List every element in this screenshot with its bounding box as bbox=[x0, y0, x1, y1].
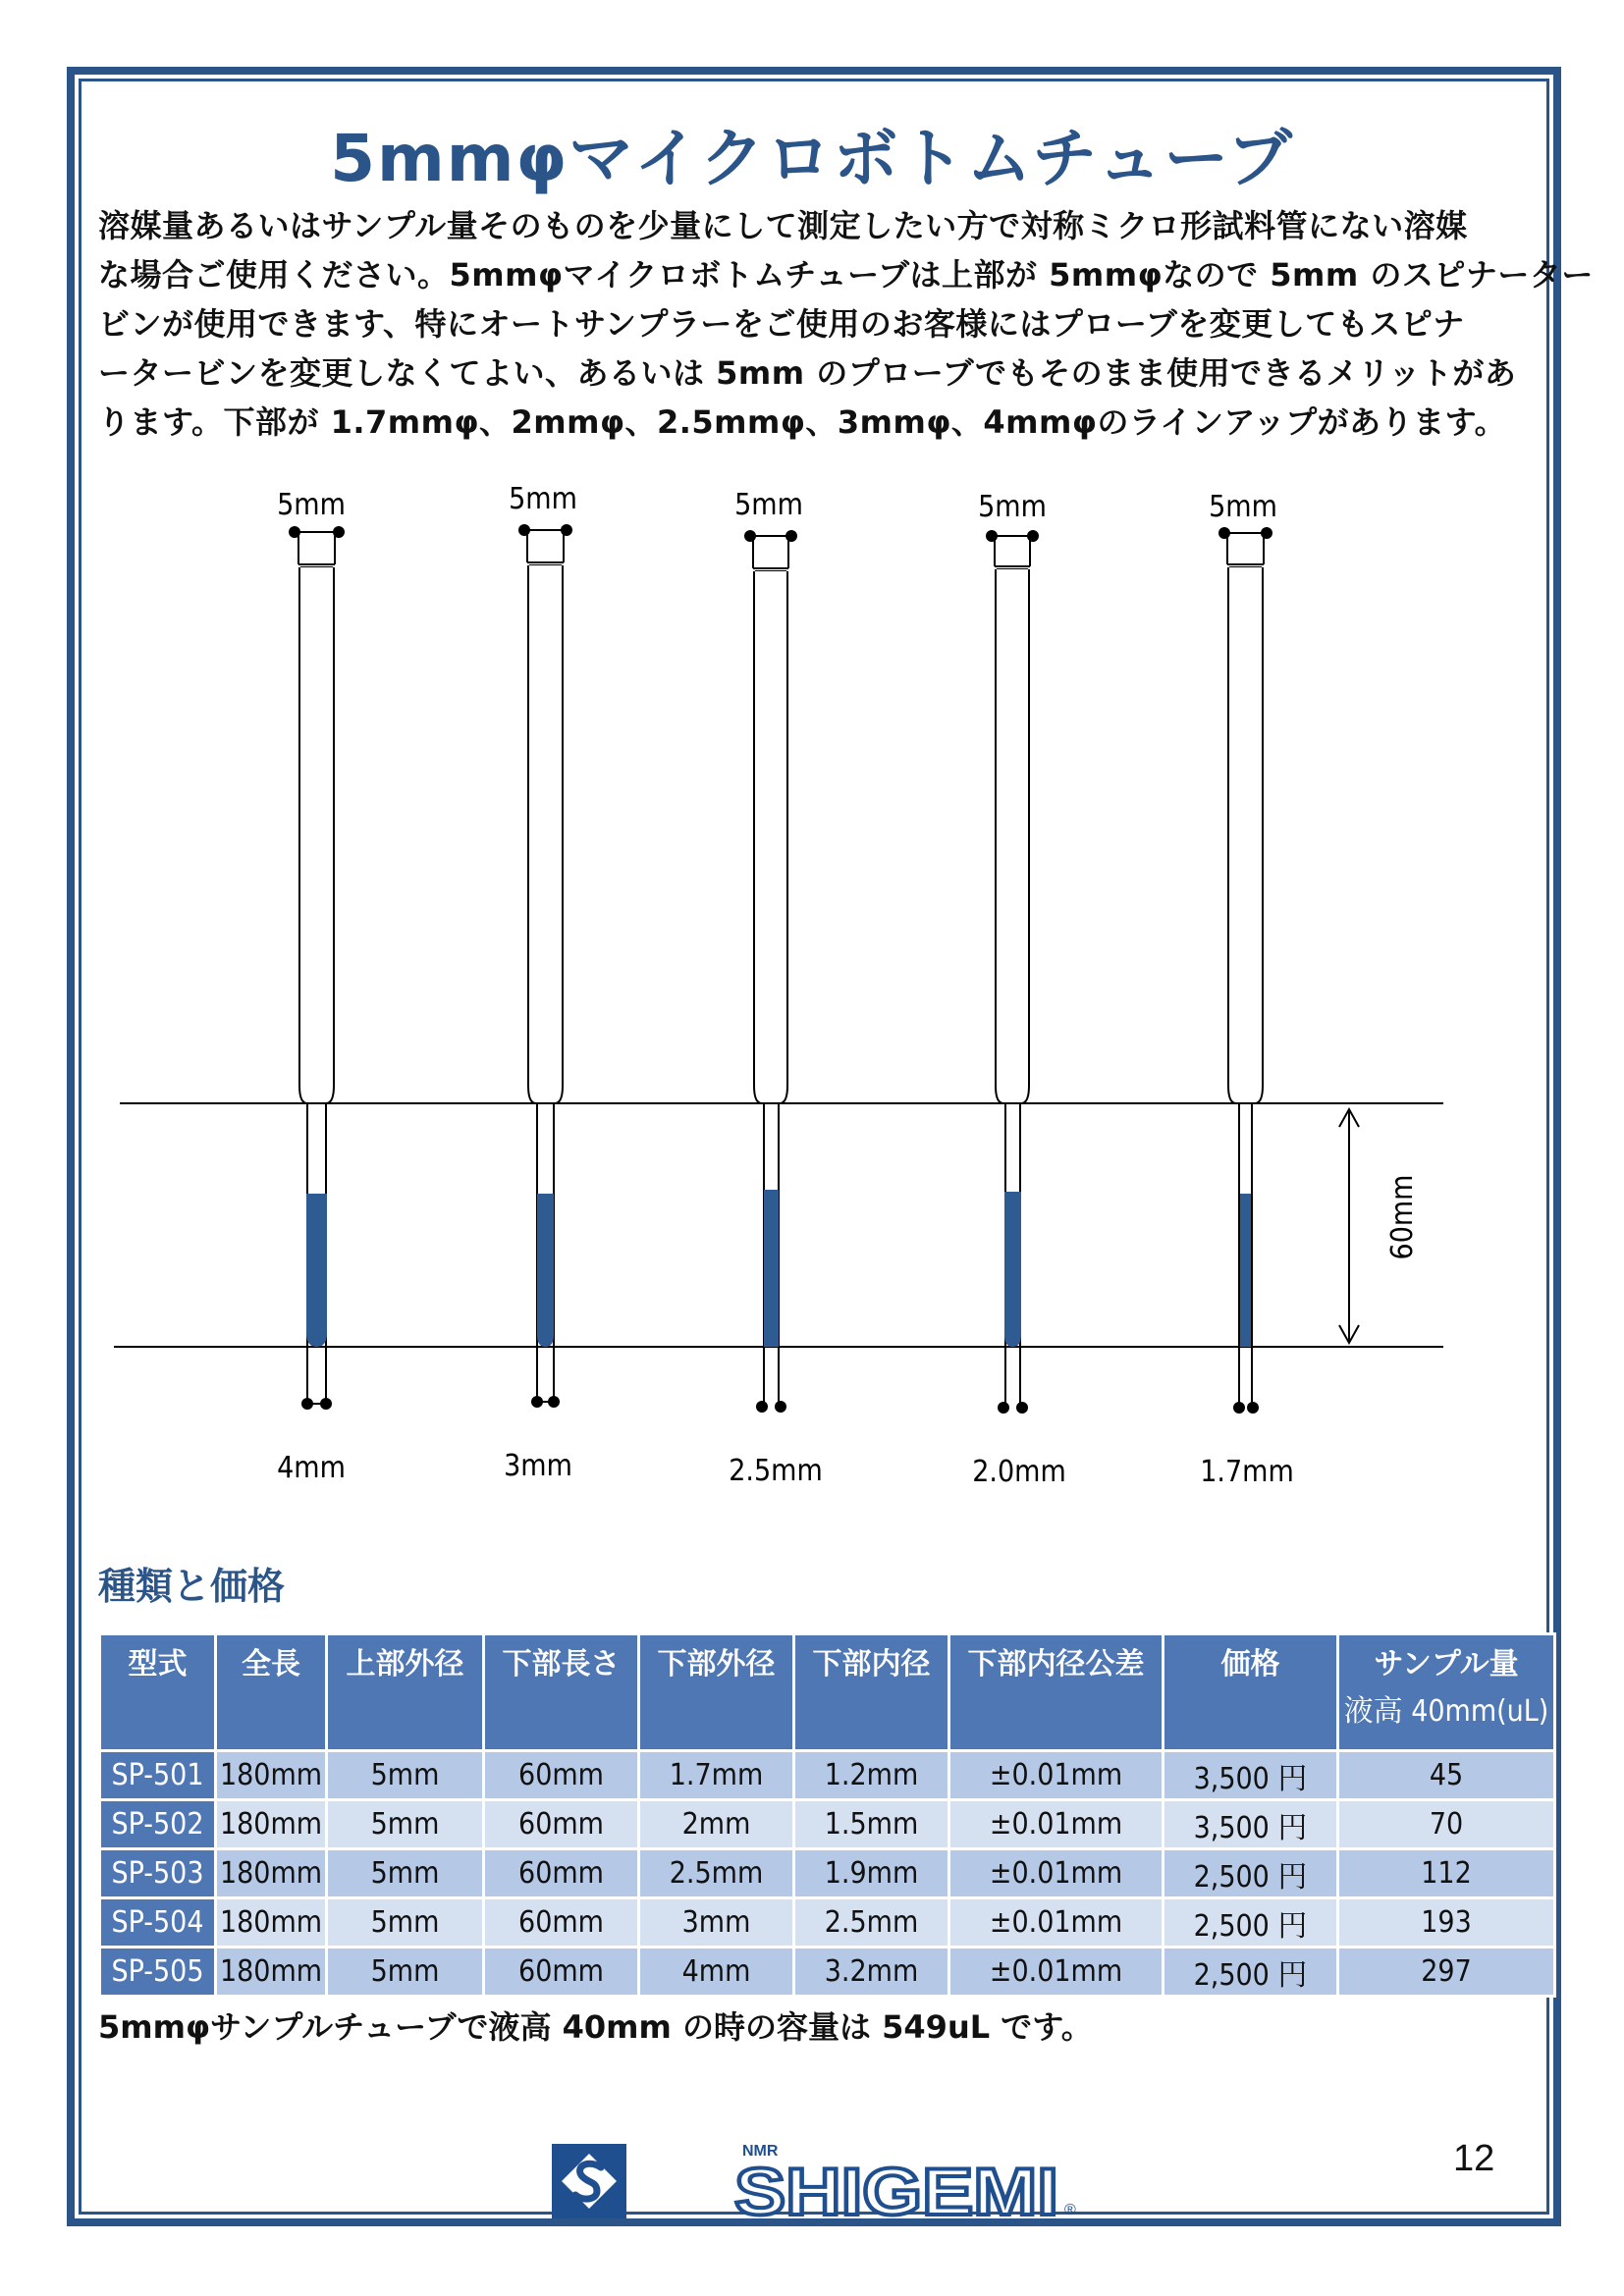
col-header-length: 全長 bbox=[216, 1634, 327, 1751]
cell-lower-od: 1.7mm bbox=[639, 1751, 794, 1800]
cell-sample-volume: 112 bbox=[1338, 1849, 1555, 1898]
col-header-lower-id: 下部内径 bbox=[794, 1634, 949, 1751]
table-row bbox=[100, 1948, 1555, 1997]
intro-line: ータービンを変更しなくてよい、あるいは 5mm のプローブでもそのまま使用できるメリットがあ bbox=[98, 354, 1517, 392]
cell-model: SP-503 bbox=[100, 1849, 216, 1898]
col-header-lower-length: 下部長さ bbox=[484, 1634, 639, 1751]
intro-line: ります。下部が 1.7mmφ、2mmφ、2.5mmφ、3mmφ、4mmφのラインアップがあります。 bbox=[98, 403, 1507, 441]
tube-top-label: 5mm bbox=[509, 482, 577, 516]
table-row bbox=[100, 1898, 1555, 1948]
tube-4mm bbox=[277, 488, 346, 1485]
tube-2_0mm bbox=[972, 490, 1066, 1489]
tube-1_7mm bbox=[1200, 490, 1294, 1489]
sample-header-line2: 液高 40mm(uL) bbox=[1343, 1694, 1549, 1729]
cell-model: SP-502 bbox=[100, 1800, 216, 1849]
cell-sample-volume: 70 bbox=[1338, 1800, 1555, 1849]
tube-3mm bbox=[504, 482, 577, 1483]
cell-model: SP-501 bbox=[100, 1751, 216, 1800]
cell-lower-id: 2.5mm bbox=[794, 1898, 949, 1948]
intro-line: 溶媒量あるいはサンプル量そのものを少量にして測定したい方で対称ミクロ形試料管にない溶媒 bbox=[98, 207, 1468, 244]
cell-length: 180mm bbox=[216, 1898, 327, 1948]
cell-lower-length: 60mm bbox=[484, 1898, 639, 1948]
cell-lower-length: 60mm bbox=[484, 1948, 639, 1997]
cell-price: 3,500 円 bbox=[1164, 1800, 1338, 1849]
cell-lower-length: 60mm bbox=[484, 1849, 639, 1898]
cell-price: 2,500 円 bbox=[1164, 1898, 1338, 1948]
page-number: 12 bbox=[1453, 2138, 1495, 2179]
tube-bottom-label: 3mm bbox=[504, 1449, 572, 1483]
cell-lower-length: 60mm bbox=[484, 1800, 639, 1849]
height-label: 60mm bbox=[1385, 1174, 1420, 1260]
company-logo-icon bbox=[552, 2144, 626, 2218]
cell-price: 3,500 円 bbox=[1164, 1751, 1338, 1800]
cell-upper-od: 5mm bbox=[327, 1898, 484, 1948]
cell-lower-id: 1.5mm bbox=[794, 1800, 949, 1849]
cell-sample-volume: 297 bbox=[1338, 1948, 1555, 1997]
tube-bottom-label: 1.7mm bbox=[1200, 1455, 1294, 1489]
cell-sample-volume: 45 bbox=[1338, 1751, 1555, 1800]
cell-tolerance: ±0.01mm bbox=[949, 1898, 1164, 1948]
cell-lower-od: 4mm bbox=[639, 1948, 794, 1997]
cell-length: 180mm bbox=[216, 1948, 327, 1997]
cell-lower-id: 3.2mm bbox=[794, 1948, 949, 1997]
cell-upper-od: 5mm bbox=[327, 1849, 484, 1898]
table-header-row bbox=[100, 1634, 1555, 1751]
cell-tolerance: ±0.01mm bbox=[949, 1948, 1164, 1997]
tube-top-label: 5mm bbox=[978, 490, 1047, 524]
tube-top-label: 5mm bbox=[1209, 490, 1277, 524]
tube-top-label: 5mm bbox=[277, 488, 346, 522]
capacity-footnote: 5mmφサンプルチューブで液高 40mm の時の容量は 549uL です。 bbox=[98, 2008, 1093, 2046]
tube-bottom-label: 4mm bbox=[277, 1451, 346, 1485]
col-header-upper-od: 上部外径 bbox=[327, 1634, 484, 1751]
cell-upper-od: 5mm bbox=[327, 1800, 484, 1849]
cell-model: SP-504 bbox=[100, 1898, 216, 1948]
cell-lower-od: 2.5mm bbox=[639, 1849, 794, 1898]
brand-logo bbox=[732, 2136, 1078, 2222]
cell-price: 2,500 円 bbox=[1164, 1948, 1338, 1997]
table-row bbox=[100, 1800, 1555, 1849]
tube-top-label: 5mm bbox=[734, 488, 803, 522]
col-header-sample-volume bbox=[1338, 1634, 1555, 1751]
height-dimension bbox=[1339, 1109, 1420, 1343]
cell-model: SP-505 bbox=[100, 1948, 216, 1997]
price-table bbox=[98, 1632, 1556, 1998]
cell-length: 180mm bbox=[216, 1751, 327, 1800]
col-header-price: 価格 bbox=[1164, 1634, 1338, 1751]
tube-bottom-label: 2.0mm bbox=[972, 1455, 1066, 1489]
cell-sample-volume: 193 bbox=[1338, 1898, 1555, 1948]
table-row bbox=[100, 1751, 1555, 1800]
col-header-lower-od: 下部外径 bbox=[639, 1634, 794, 1751]
tube-bottom-label: 2.5mm bbox=[729, 1454, 823, 1488]
intro-line: な場合ご使用ください。5mmφマイクロボトムチューブは上部が 5mmφなので 5mm のスピナーター bbox=[98, 256, 1594, 294]
col-header-id-tolerance: 下部内径公差 bbox=[949, 1634, 1164, 1751]
col-header-model: 型式 bbox=[100, 1634, 216, 1751]
brand-name: SHIGEMI bbox=[734, 2155, 1058, 2222]
cell-lower-id: 1.9mm bbox=[794, 1849, 949, 1898]
cell-length: 180mm bbox=[216, 1849, 327, 1898]
page-title: 5mmφマイクロボトムチューブ bbox=[330, 121, 1294, 196]
sample-header-line1: サンプル量 bbox=[1374, 1647, 1519, 1682]
cell-tolerance: ±0.01mm bbox=[949, 1751, 1164, 1800]
cell-tolerance: ±0.01mm bbox=[949, 1800, 1164, 1849]
cell-lower-id: 1.2mm bbox=[794, 1751, 949, 1800]
brand-registered: ® bbox=[1064, 2202, 1076, 2218]
brand-small: NMR bbox=[742, 2143, 779, 2160]
cell-upper-od: 5mm bbox=[327, 1948, 484, 1997]
cell-lower-length: 60mm bbox=[484, 1751, 639, 1800]
table-row bbox=[100, 1849, 1555, 1898]
cell-length: 180mm bbox=[216, 1800, 327, 1849]
cell-lower-od: 2mm bbox=[639, 1800, 794, 1849]
section-title-types-prices: 種類と価格 bbox=[98, 1565, 286, 1608]
tube-2_5mm bbox=[729, 488, 823, 1488]
intro-line: ビンが使用できます、特にオートサンプラーをご使用のお客様にはプローブを変更してもスピナ bbox=[98, 305, 1465, 343]
cell-tolerance: ±0.01mm bbox=[949, 1849, 1164, 1898]
cell-price: 2,500 円 bbox=[1164, 1849, 1338, 1898]
cell-lower-od: 3mm bbox=[639, 1898, 794, 1948]
cell-upper-od: 5mm bbox=[327, 1751, 484, 1800]
